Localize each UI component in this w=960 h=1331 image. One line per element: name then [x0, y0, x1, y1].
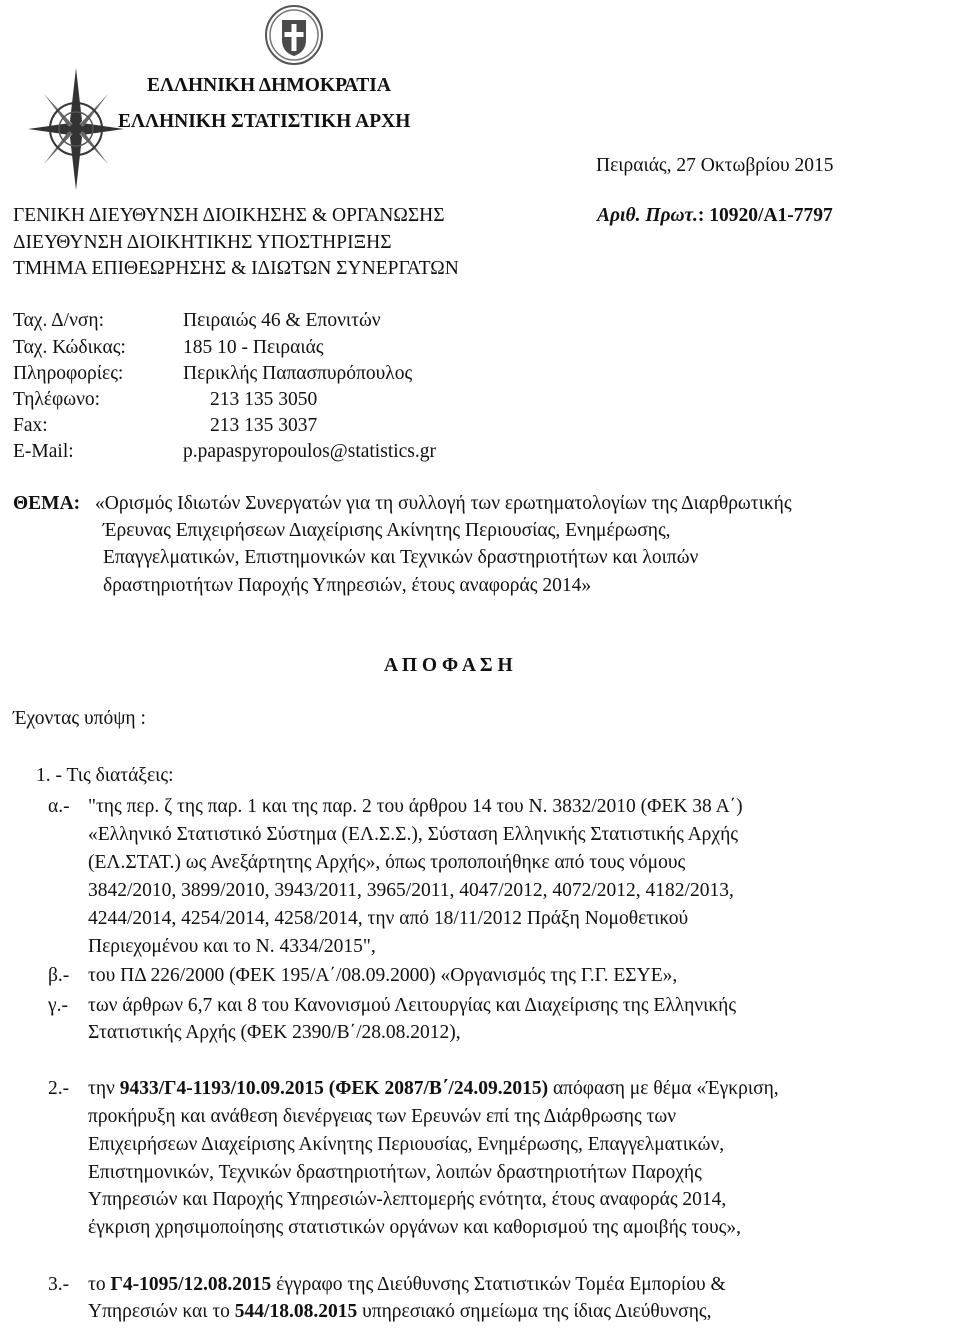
item-2-decision-ref: 9433/Γ4-1193/10.09.2015 (ΦΕΚ 2087/Β΄/24.09.2015) — [119, 1078, 549, 1099]
subject-line: δραστηριοτήτων Παροχής Υπηρεσιών, έτους αναφοράς 2014» — [103, 575, 592, 596]
contact-label: Τηλέφωνο: — [13, 389, 101, 410]
subject-label: ΘΕΜΑ: — [13, 493, 81, 514]
protocol-value: : 10920/Α1-7797 — [697, 205, 833, 226]
contact-label: Fax: — [13, 415, 48, 436]
contact-value: Περικλής Παπασπυρόπουλος — [183, 363, 413, 384]
item-1a-line: 3842/2010, 3899/2010, 3943/2011, 3965/2011, 4047/2012, 4072/2012, 4182/2013, — [88, 880, 734, 901]
department: ΤΜΗΜΑ ΕΠΙΘΕΩΡΗΣΗΣ & ΙΔΙΩΤΩΝ ΣΥΝΕΡΓΑΤΩΝ — [13, 258, 459, 279]
item-1a-line: (ΕΛ.ΣΤΑΤ.) ως Ανεξάρτητης Αρχής», όπως τροποποιήθηκε από τους νόμους — [88, 852, 686, 873]
elstat-compass-logo-icon — [26, 66, 126, 192]
contact-value: 185 10 - Πειραιάς — [183, 337, 324, 358]
considering-label: Έχοντας υπόψη : — [13, 708, 146, 729]
contact-label: Ταχ. Κώδικας: — [13, 337, 126, 358]
item-3-post2: υπηρεσιακό σημείωμα της ίδιας Διεύθυνσης, — [362, 1301, 712, 1322]
item-1a-line: Περιεχομένου και το Ν. 4334/2015", — [88, 936, 376, 957]
item-1b-line: του ΠΔ 226/2000 (ΦΕΚ 195/Α΄/08.09.2000) «Οργανισμός της Γ.Γ. ΕΣΥΕ», — [88, 965, 678, 986]
item-1a-line: 4244/2014, 4254/2014, 4258/2014, την από 18/11/2012 Πράξη Νομοθετικού — [88, 908, 689, 929]
item-1c-line: των άρθρων 6,7 και 8 του Κανονισμού Λειτουργίας και Διαχείρισης της Ελληνικής — [88, 995, 737, 1016]
item-2-line: έγκριση χρησιμοποίησης στατιστικών οργάνων και καθορισμού της αμοιβής τους», — [88, 1217, 741, 1238]
item-2-post: απόφαση με θέμα «Έγκριση, — [552, 1078, 779, 1099]
header-republic: ΕΛΛΗΝΙΚΗ ΔΗΜΟΚΡΑΤΙΑ — [147, 75, 391, 96]
protocol-label: Αριθ. Πρωτ. — [597, 205, 698, 226]
item-2-pre: την — [88, 1078, 115, 1099]
item-3-document-ref: Γ4-1095/12.08.2015 — [110, 1274, 272, 1295]
item-1c-line: Στατιστικής Αρχής (ΦΕΚ 2390/Β΄/28.08.2012), — [88, 1022, 461, 1043]
subject-line: «Ορισμός Ιδιωτών Συνεργατών για τη συλλογή των ερωτηματολογίων της Διαρθρωτικής — [95, 493, 792, 514]
general-directorate: ΓΕΝΙΚΗ ΔΙΕΥΘΥΝΣΗ ΔΙΟΙΚΗΣΗΣ & ΟΡΓΑΝΩΣΗΣ — [13, 205, 445, 226]
item-1c-label: γ.- — [48, 995, 68, 1016]
item-1a-line: «Ελληνικό Στατιστικό Σύστημα (ΕΛ.Σ.Σ.), Σύσταση Ελληνικής Στατιστικής Αρχής — [88, 824, 738, 845]
item-2-first-line — [88, 1079, 779, 1099]
item-1a-line: "της περ. ζ της παρ. 1 και της παρ. 2 του άρθρου 14 του Ν. 3832/2010 (ΦΕΚ 38 Α΄) — [88, 796, 743, 817]
header-authority: ΕΛΛΗΝΙΚΗ ΣΤΑΤΙΣΤΙΚΗ ΑΡΧΗ — [118, 111, 411, 132]
contact-value: 213 135 3037 — [210, 415, 318, 436]
decision-title: Α Π Ο Φ Α Σ Η — [384, 655, 513, 676]
contact-label: E-Mail: — [13, 441, 74, 462]
contact-label: Ταχ. Δ/νση: — [13, 310, 105, 331]
item-2-label: 2.- — [48, 1078, 70, 1099]
subject-line: Έρευνας Επιχειρήσεων Διαχείρισης Ακίνητης Περιουσίας, Ενημέρωσης, — [103, 520, 671, 541]
place-date: Πειραιάς, 27 Οκτωβρίου 2015 — [596, 155, 834, 176]
item-2-line: Επιστημονικών, Τεχνικών δραστηριοτήτων, λοιπών δραστηριοτήτων Παροχής — [88, 1162, 702, 1183]
email-link[interactable]: p.papaspyropoulos@statistics.gr — [183, 441, 437, 462]
item-3-memo-ref: 544/18.08.2015 — [234, 1301, 358, 1322]
contact-value: Πειραιώς 46 & Επονιτών — [183, 310, 381, 331]
item-3-first-line — [88, 1275, 726, 1295]
item-3-label: 3.- — [48, 1274, 70, 1295]
item-3-post: έγγραφο της Διεύθυνσης Στατιστικών Τομέα Εμπορίου & — [276, 1274, 726, 1295]
item-1b-label: β.- — [48, 965, 70, 986]
item-2-line: Επιχειρήσεων Διαχείρισης Ακίνητης Περιουσίας, Ενημέρωσης, Επαγγελματικών, — [88, 1134, 725, 1155]
item-1-heading: 1. - Τις διατάξεις: — [36, 765, 174, 786]
contact-label: Πληροφορίες: — [13, 363, 124, 384]
protocol-number — [597, 206, 833, 226]
item-3-second-line — [88, 1302, 712, 1322]
item-2-line: Υπηρεσιών και Παροχής Υπηρεσιών-λεπτομερής ενότητα, έτους αναφοράς 2014, — [88, 1189, 727, 1210]
item-3-pre2: Υπηρεσιών και το — [88, 1301, 230, 1322]
contact-value: 213 135 3050 — [210, 389, 318, 410]
item-3-pre: το — [88, 1274, 106, 1295]
item-2-line: προκήρυξη και ανάθεση διενέργειας των Ερευνών επί της Διάρθρωσης των — [88, 1106, 677, 1127]
greek-emblem-icon — [263, 4, 325, 66]
directorate: ΔΙΕΥΘΥΝΣΗ ΔΙΟΙΚΗΤΙΚΗΣ ΥΠΟΣΤΗΡΙΞΗΣ — [13, 232, 392, 253]
subject-line: Επαγγελματικών, Επιστημονικών και Τεχνικών δραστηριοτήτων και λοιπών — [103, 547, 699, 568]
item-1a-label: α.- — [48, 796, 70, 817]
